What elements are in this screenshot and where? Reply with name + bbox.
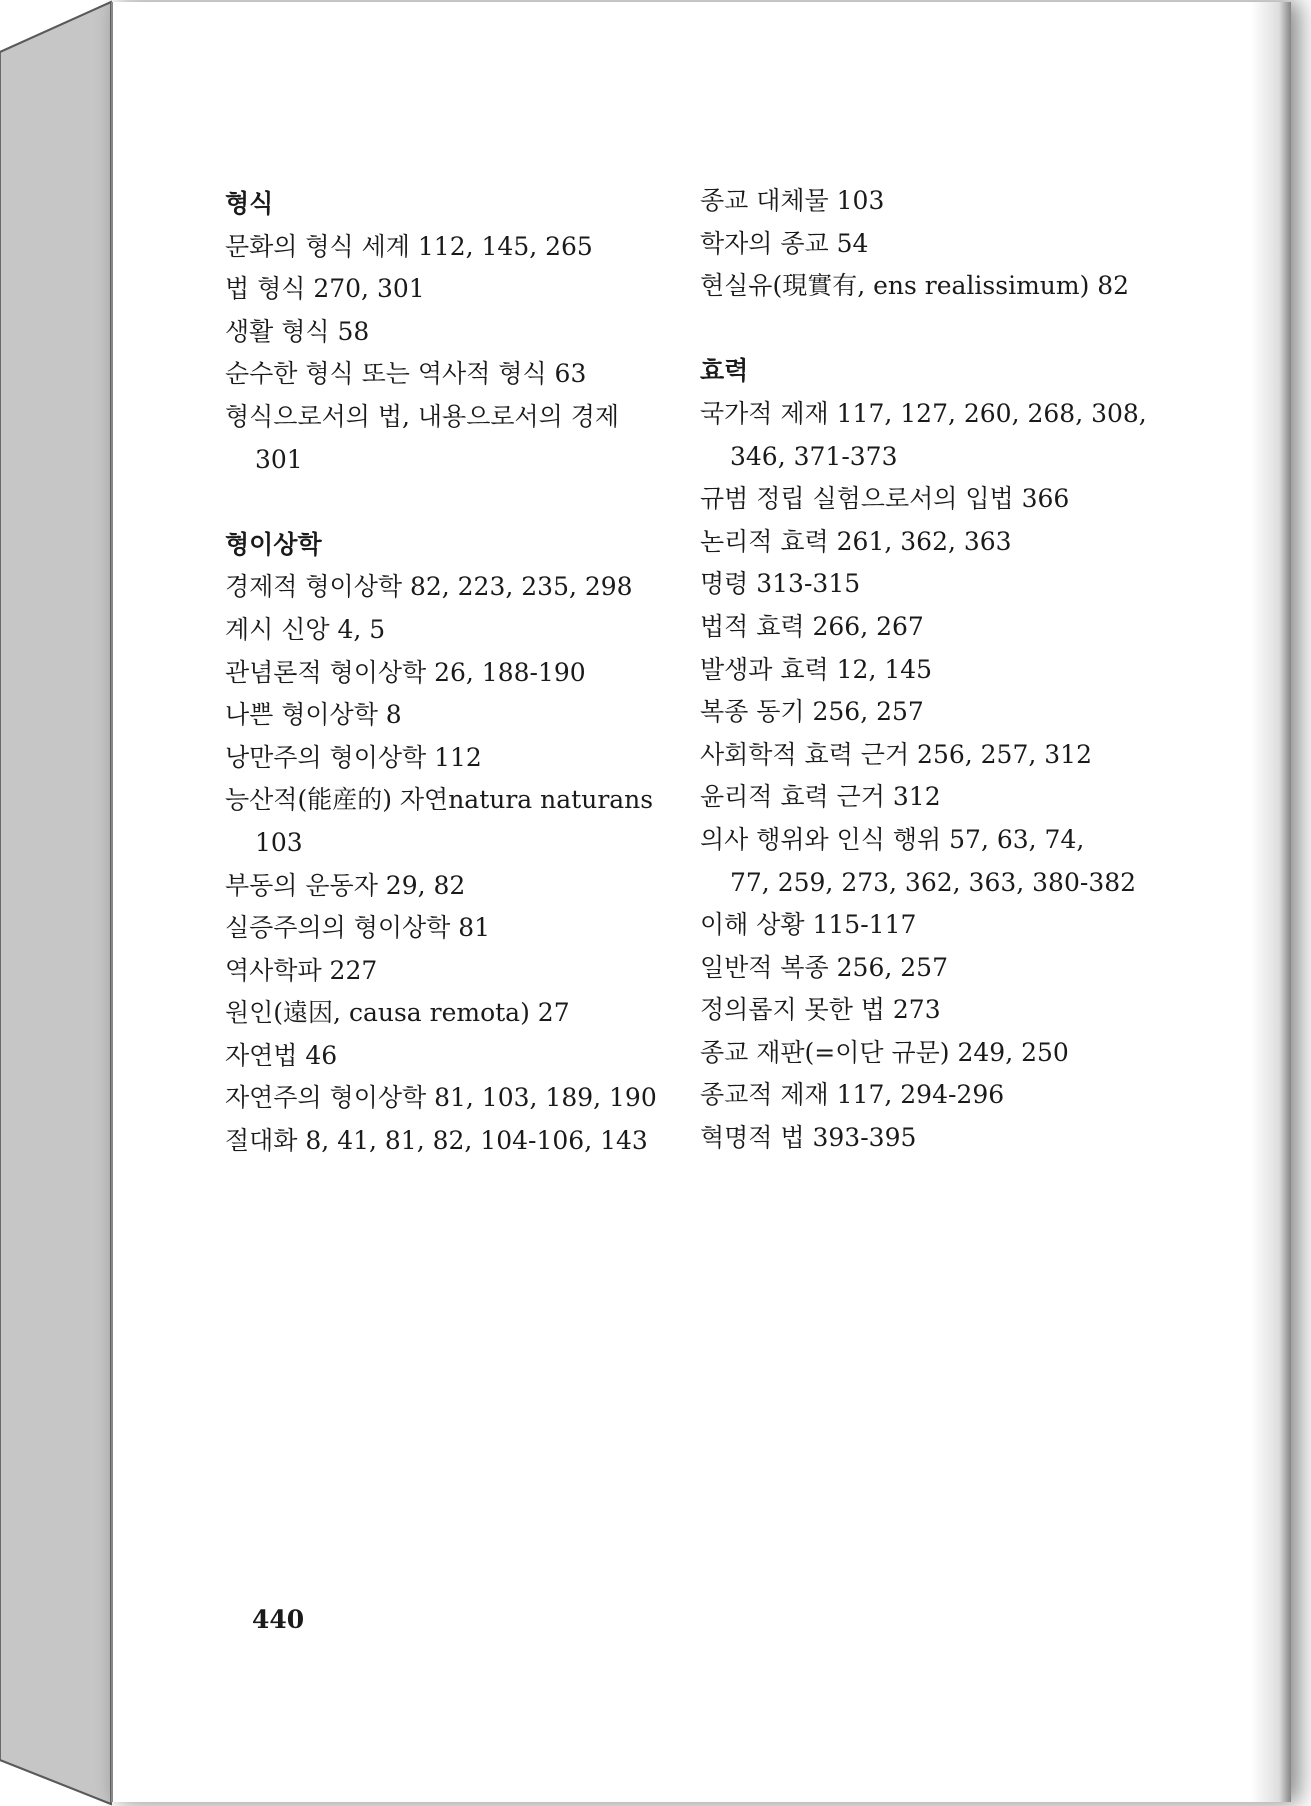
index-entry: 순수한 형식 또는 역사적 형식 63 (225, 359, 587, 389)
index-spacer (700, 308, 1180, 351)
index-entry: 자연법 46 (225, 1040, 338, 1070)
index-entry: 역사학파 227 (225, 955, 378, 985)
index-entry: 나쁜 형이상학 8 (225, 700, 402, 730)
index-heading: 형식 (225, 189, 274, 218)
index-entry: 규범 정립 실험으로서의 입법 366 (700, 484, 1070, 514)
index-entry: 혁명적 법 393-395 (700, 1123, 917, 1153)
index-heading: 효력 (700, 356, 749, 386)
index-entry: 국가적 제재 117, 127, 260, 268, 308, (700, 398, 1147, 428)
index-entry: 종교적 제재 117, 294-296 (700, 1080, 1005, 1110)
index-heading: 형이상학 (225, 529, 322, 559)
index-entry: 이해 상황 115-117 (700, 910, 917, 940)
index-entry: 형식으로서의 법, 내용으로서의 경제 (225, 401, 620, 431)
index-spacer (225, 481, 665, 524)
index-entry: 명령 313-315 (700, 569, 861, 599)
index-entry: 301 (255, 444, 303, 474)
index-entry: 103 (255, 827, 303, 857)
index-column-left (225, 183, 665, 1163)
index-entry: 문화의 형식 세계 112, 145, 265 (225, 231, 593, 261)
index-entry: 현실유(現實有, ens realissimum) 82 (700, 271, 1130, 301)
index-entry: 법적 효력 266, 267 (700, 611, 924, 641)
index-entry: 자연주의 형이상학 81, 103, 189, 190 (225, 1083, 657, 1113)
index-entry: 학자의 종교 54 (700, 228, 869, 258)
index-entry: 부동의 운동자 29, 82 (225, 870, 466, 900)
index-entry: 원인(遠因, causa remota) 27 (225, 998, 570, 1028)
index-entry: 낭만주의 형이상학 112 (225, 742, 482, 772)
index-column-right (700, 180, 1180, 1160)
index-entry: 종교 대체물 103 (700, 186, 885, 215)
index-entry: 경제적 형이상학 82, 223, 235, 298 (225, 572, 633, 602)
index-entry: 윤리적 효력 근거 312 (700, 782, 941, 812)
page-edge-shadow (1251, 2, 1291, 1802)
page-number: 440 (252, 1605, 305, 1634)
index-entry: 일반적 복종 256, 257 (700, 952, 948, 982)
index-entry: 복종 동기 256, 257 (700, 697, 924, 727)
index-entry: 77, 259, 273, 362, 363, 380-382 (730, 867, 1137, 897)
index-entry: 절대화 8, 41, 81, 82, 104-106, 143 (225, 1126, 648, 1156)
index-entry: 논리적 효력 261, 362, 363 (700, 526, 1012, 556)
index-entry: 의사 행위와 인식 행위 57, 63, 74, (700, 824, 1085, 854)
index-entry: 346, 371-373 (730, 441, 898, 471)
index-entry: 능산적(能産的) 자연natura naturans (225, 785, 654, 815)
index-entry: 정의롭지 못한 법 273 (700, 995, 941, 1025)
index-entry: 실증주의의 형이상학 81 (225, 913, 491, 943)
index-entry: 법 형식 270, 301 (225, 274, 425, 304)
index-entry: 종교 재판(=이단 규문) 249, 250 (700, 1037, 1069, 1067)
index-entry: 계시 신앙 4, 5 (225, 614, 386, 644)
index-entry: 사회학적 효력 근거 256, 257, 312 (700, 739, 1092, 769)
index-entry: 생활 형식 58 (225, 316, 370, 346)
index-entry: 관념론적 형이상학 26, 188-190 (225, 657, 586, 687)
index-entry: 발생과 효력 12, 145 (700, 654, 933, 684)
